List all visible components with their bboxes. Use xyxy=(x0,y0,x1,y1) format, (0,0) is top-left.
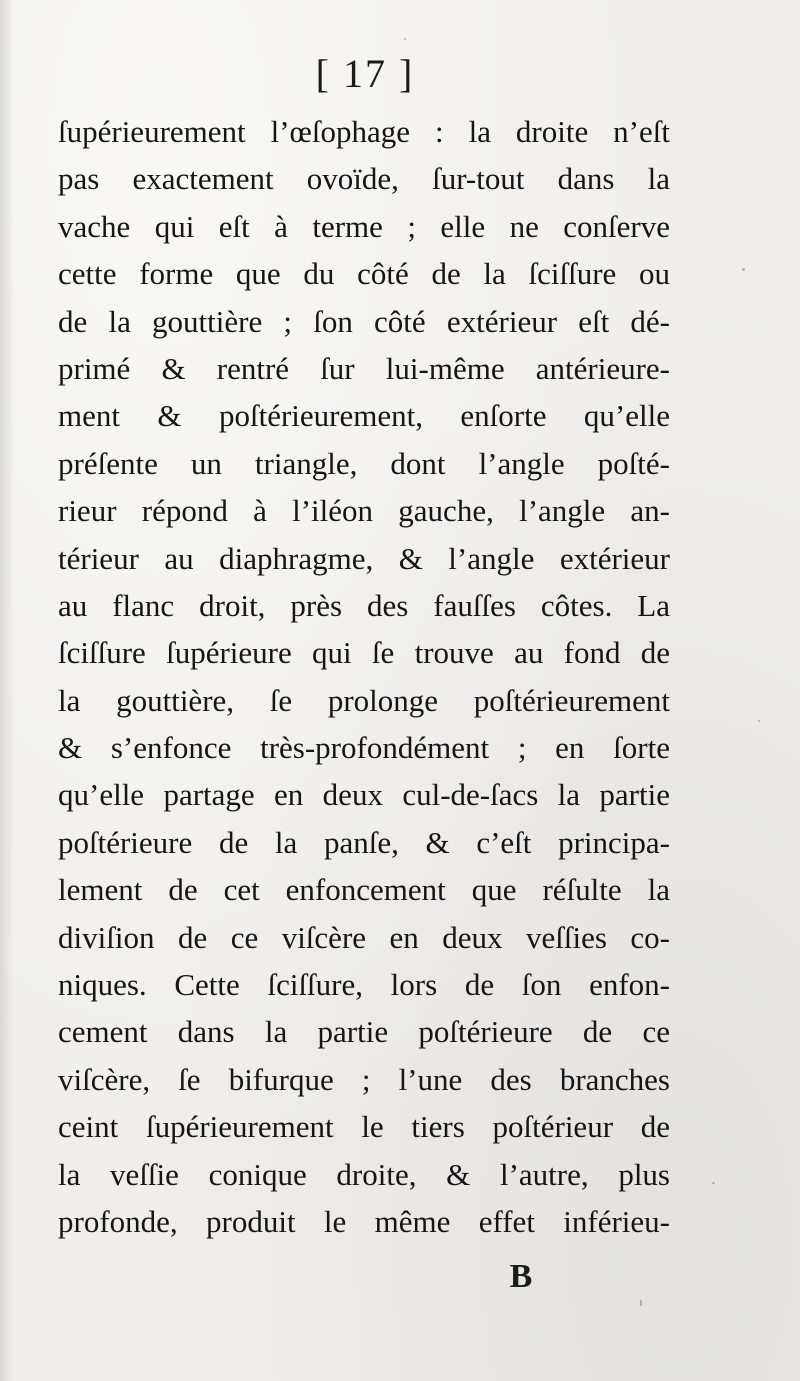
text-line: poſtérieure de la panſe, & c’eſt principa- xyxy=(58,824,670,860)
text-line: primé & rentré ſur lui-même antérieure- xyxy=(58,350,670,386)
paper-speck xyxy=(742,268,745,271)
text-line: la veſſie conique droite, & l’autre, plus xyxy=(58,1156,670,1192)
text-line: rieur répond à l’iléon gauche, l’angle an- xyxy=(58,493,670,529)
text-line: de la gouttière ; ſon côté extérieur eſt dé- xyxy=(58,303,670,339)
text-line: la gouttière, ſe prolonge poſtérieurement xyxy=(58,682,670,718)
text-line: ment & poſtérieurement, enſorte qu’elle xyxy=(58,398,670,434)
text-line: térieur au diaphragme, & l’angle extérieur xyxy=(58,540,670,576)
text-line: diviſion de ce viſcère en deux veſſies co- xyxy=(58,919,670,955)
text-line: qu’elle partage en deux cul-de-ſacs la partie xyxy=(58,777,670,813)
page-edge-shadow xyxy=(0,0,14,1381)
text-line: au flanc droit, près des fauſſes côtes. La xyxy=(58,587,670,623)
text-line: vache qui eſt à terme ; elle ne conſerve xyxy=(58,208,670,244)
text-line: ceint ſupérieurement le tiers poſtérieur de xyxy=(58,1109,670,1145)
body-text xyxy=(58,108,670,1245)
text-line: lement de cet enfoncement que réſulte la xyxy=(58,872,670,908)
text-line: viſcère, ſe bifurque ; l’une des branches xyxy=(58,1061,670,1097)
signature-mark: B xyxy=(509,1258,533,1295)
text-line: pas exactement ovoïde, ſur-tout dans la xyxy=(58,161,670,197)
paper-speck xyxy=(640,1300,642,1306)
text-line: & s’enfonce très-profondément ; en ſorte xyxy=(58,730,670,766)
paper-speck xyxy=(712,1182,715,1184)
paper-speck xyxy=(758,720,760,722)
text-line: ſciſſure ſupérieure qui ſe trouve au fond de xyxy=(58,635,670,671)
text-line: ſupérieurement l’œſophage : la droite n’eſt xyxy=(58,114,670,149)
text-line: cement dans la partie poſtérieure de ce xyxy=(58,1014,670,1050)
text-line: cette forme que du côté de la ſciſſure ou xyxy=(58,256,670,292)
text-line: préſente un triangle, dont l’angle poſté- xyxy=(58,445,670,481)
paper-speck xyxy=(404,38,406,40)
text-line: niques. Cette ſciſſure, lors de ſon enfon- xyxy=(58,967,670,1003)
text-line: profonde, produit le même effet inférieu- xyxy=(58,1203,670,1239)
page-number: [ 17 ] xyxy=(315,51,415,96)
